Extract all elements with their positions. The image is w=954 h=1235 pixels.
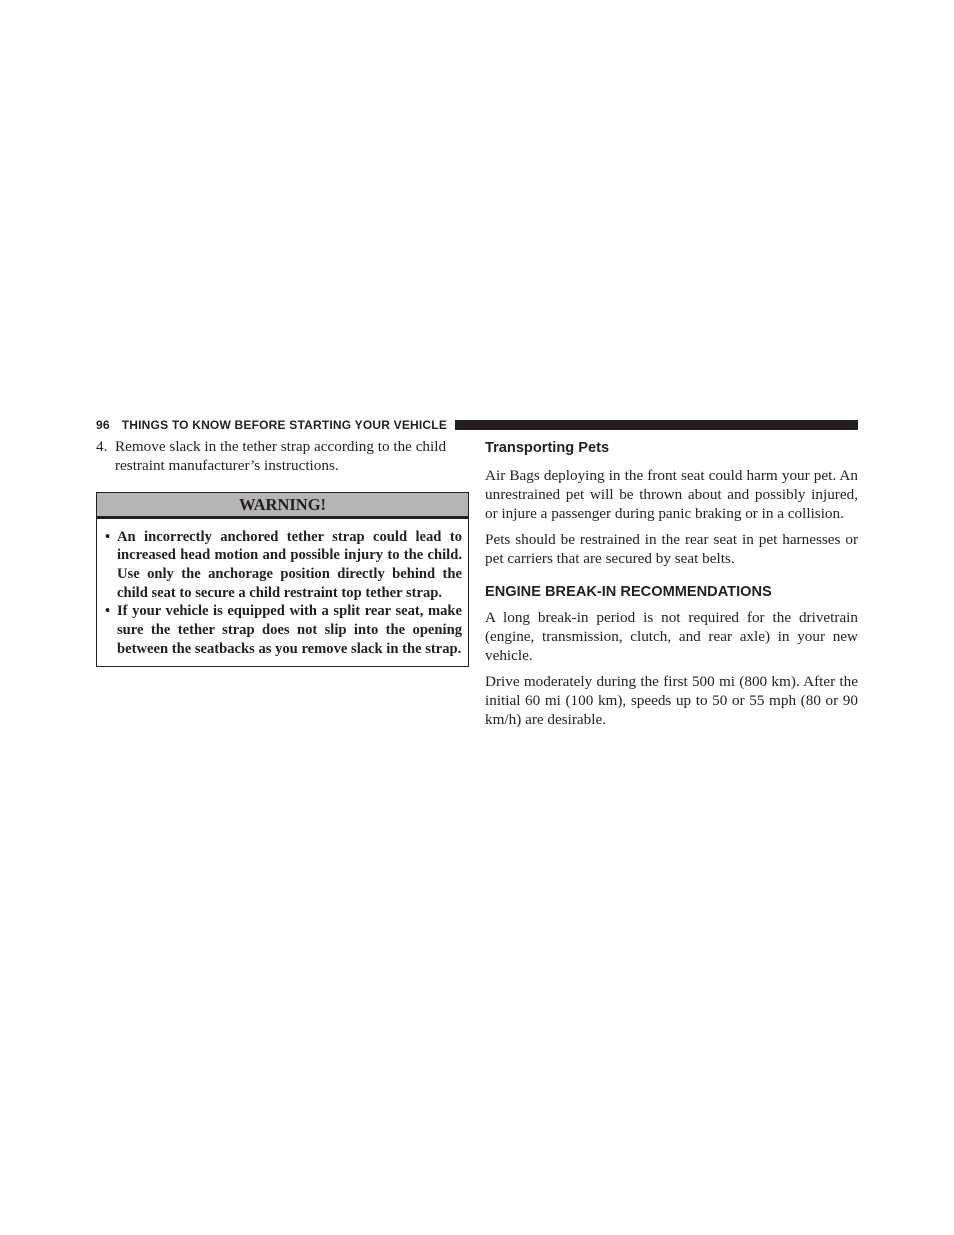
break-in-paragraph: A long break-in period is not required for the drivetrain (engine, transmission, clutch, and rear axle) in your new vehicle. [485, 608, 858, 664]
warning-item-text: An incorrectly anchored tether strap could lead to increased head motion and possible injury to the child. Use only the anchorage position directly behind the child seat to secure a child restraint top tether strap. [117, 528, 462, 601]
page-number: 96 [96, 418, 110, 432]
break-in-paragraph: Drive moderately during the first 500 mi (800 km). After the initial 60 mi (100 km), speeds up to 50 or 55 mph (80 or 90 km/h) are desirable. [485, 673, 858, 728]
left-column [96, 438, 469, 667]
step-number: 4. [96, 438, 108, 455]
warning-item-text: If your vehicle is equipped with a split rear seat, make sure the tether strap does not slip into the opening between the seatbacks as you remove slack in the strap. [117, 603, 462, 657]
bullet-icon: • [105, 603, 111, 620]
bullet-icon: • [105, 528, 111, 545]
warning-item [103, 528, 462, 603]
pets-paragraph: Pets should be restrained in the rear seat in pet harnesses or pet carriers that are secured by seat belts. [485, 531, 858, 568]
warning-box [96, 492, 469, 667]
header-rule [455, 420, 858, 430]
step-text: Remove slack in the tether strap according to the child restraint manufacturer’s instructions. [115, 438, 447, 474]
engine-break-in-heading: ENGINE BREAK-IN RECOMMENDATIONS [485, 583, 772, 600]
section-title: THINGS TO KNOW BEFORE STARTING YOUR VEHICLE [121, 418, 448, 432]
instruction-step [96, 438, 469, 476]
right-column [485, 438, 858, 730]
transporting-pets-heading: Transporting Pets [485, 440, 610, 456]
pets-paragraph: Air Bags deploying in the front seat could harm your pet. An unrestrained pet will be thrown about and possibly injured, or injure a passenger during panic braking or in a collision. [485, 467, 858, 522]
warning-title: WARNING! [97, 493, 468, 519]
warning-item [103, 602, 462, 658]
warning-list [97, 519, 468, 666]
page-header [96, 417, 858, 433]
